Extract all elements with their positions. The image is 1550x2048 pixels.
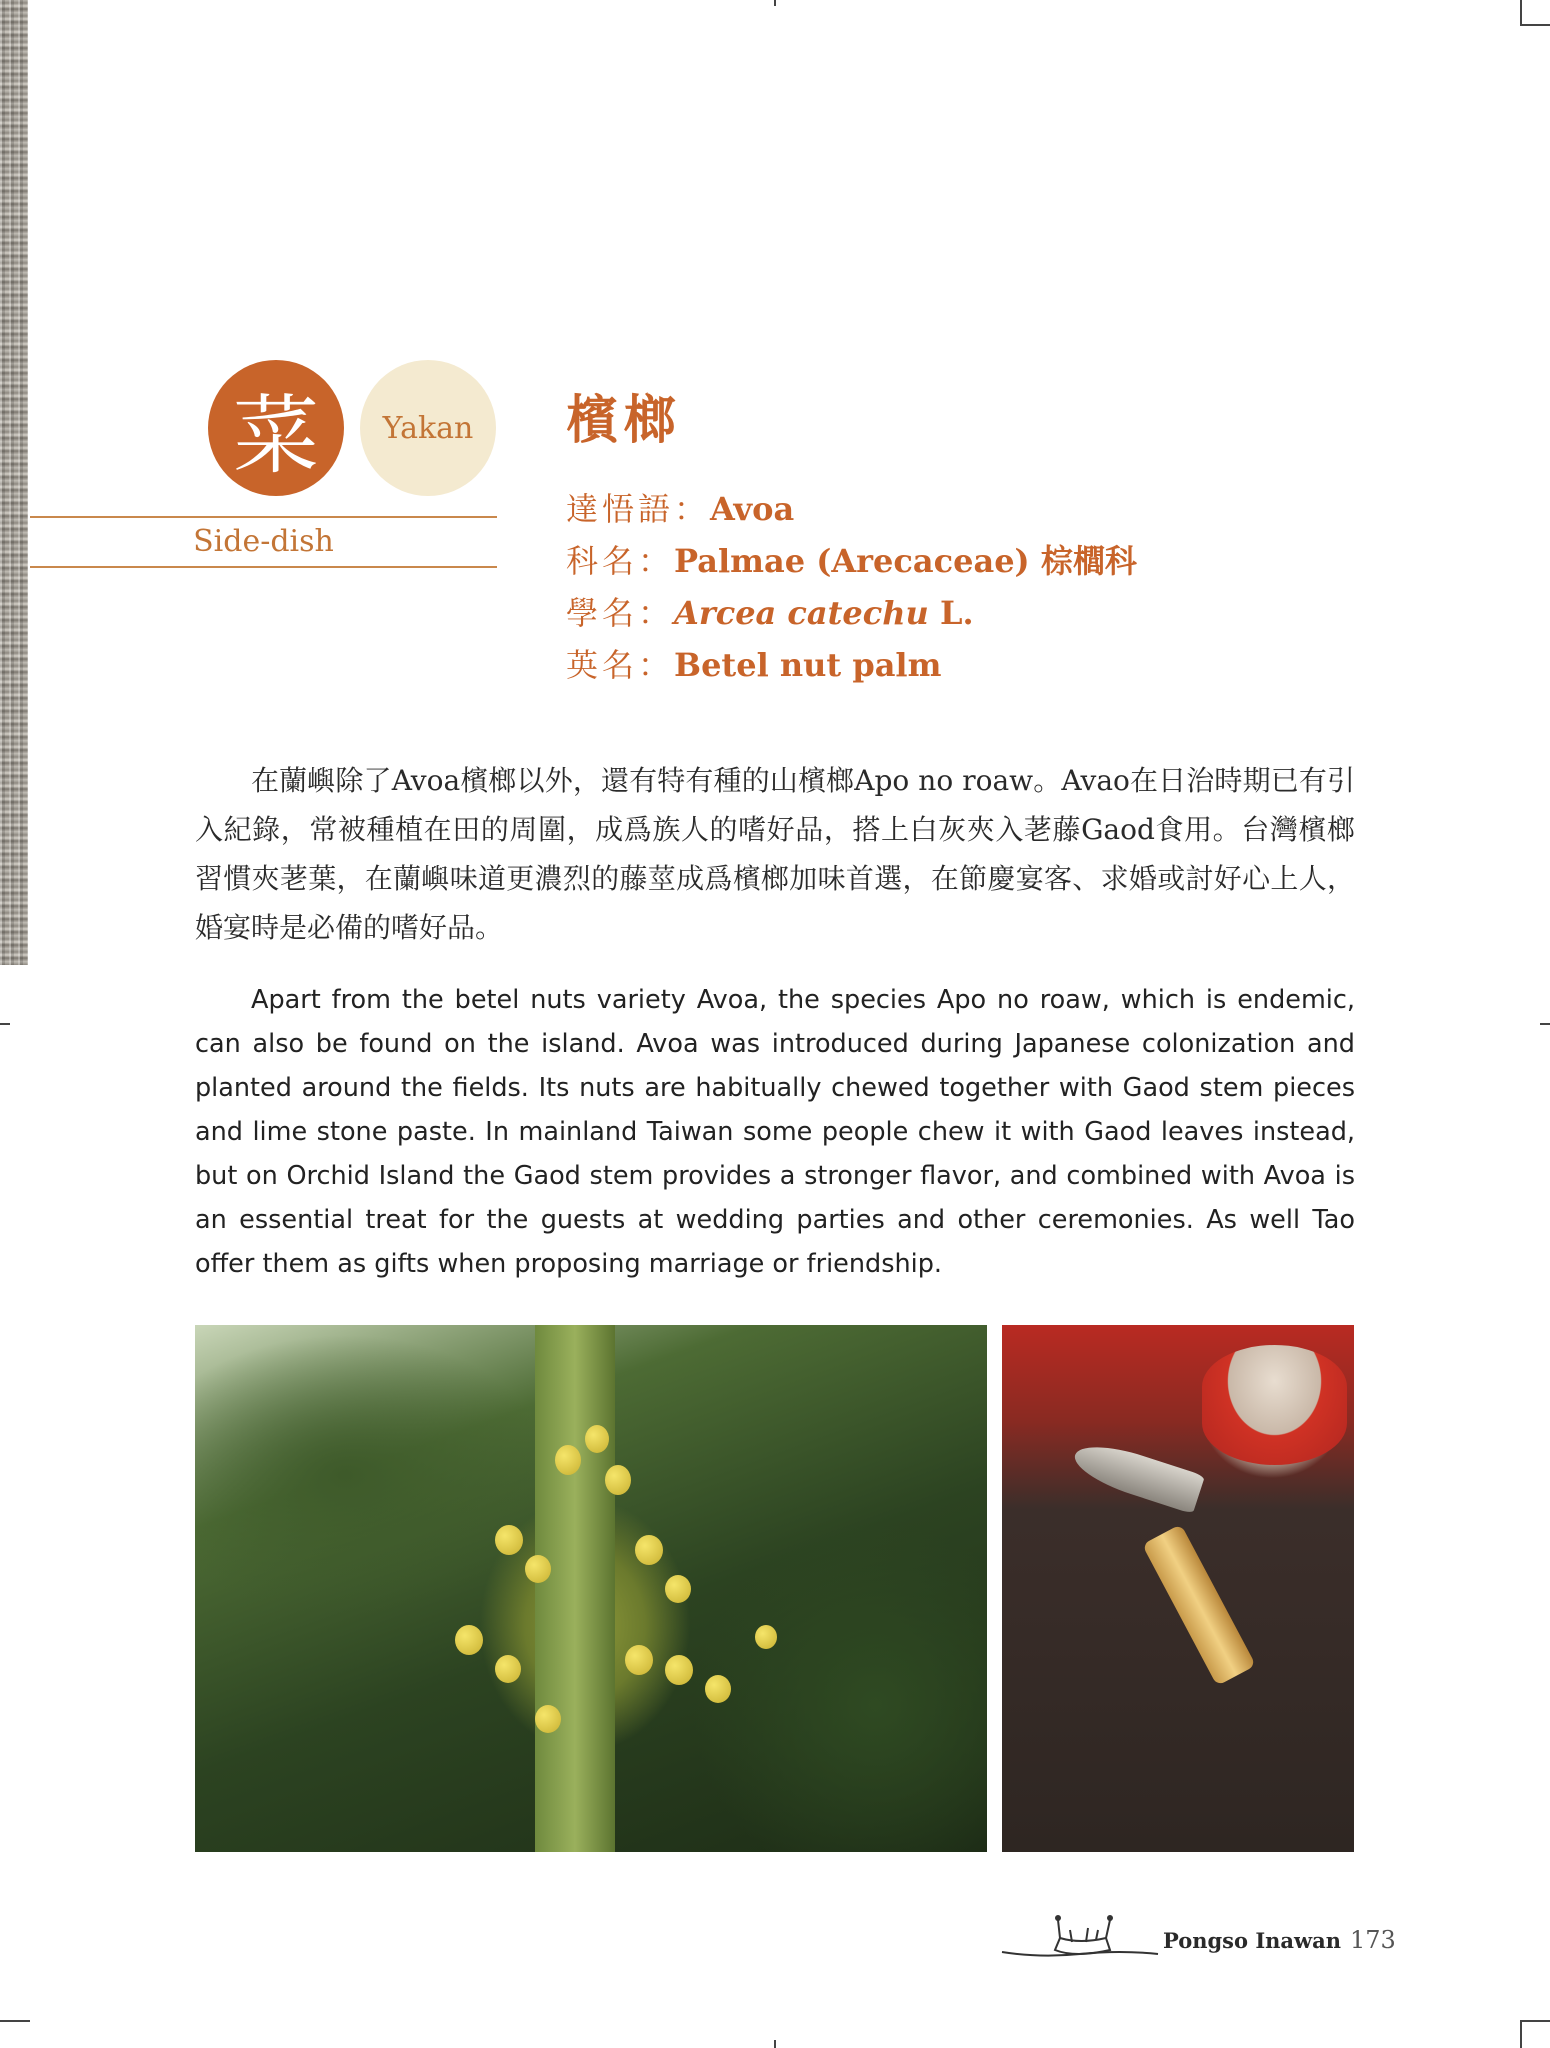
entry-row-tao-name	[566, 484, 794, 530]
crop-mark	[1520, 2020, 1522, 2048]
betel-nut	[665, 1575, 691, 1603]
crop-mark	[1520, 24, 1550, 26]
crop-mark	[1520, 2020, 1550, 2022]
category-character: 菜	[233, 386, 319, 486]
crop-mark	[0, 1023, 10, 1025]
crop-mark	[0, 2020, 30, 2022]
betel-nut	[635, 1535, 663, 1565]
english-paragraph: Apart from the betel nuts variety Avoa, the species Apo no roaw, which is endemic, can also be found on the island. Avoa was introduced during Japanese colonization and planted around the fields. Its nuts are habitually chewed together with Gaod stem pieces and lime stone paste. In mainland Taiwan some people chew it with Gaod leaves instead, but on Orchid Island the Gaod stem provides a stronger flavor, and combined with Avoa is an essential treat for the guests at wedding parties and other ceremonies. As well Tao offer them as gifts when proposing marriage or friendship.	[195, 985, 1355, 1279]
entry-row-value: Arcea catechu	[674, 594, 929, 632]
book-title: Pongso Inawan	[1163, 1928, 1341, 1953]
entry-row-value: Betel nut palm	[674, 646, 942, 684]
divider-top	[30, 516, 497, 518]
canoe-icon	[1000, 1908, 1160, 1968]
betel-chewing-kit-photo	[1002, 1325, 1354, 1852]
betel-nut	[455, 1625, 483, 1655]
entry-title: 檳榔	[566, 390, 683, 451]
betel-nut	[495, 1525, 523, 1555]
lime-paste-jar	[1202, 1345, 1347, 1465]
divider-bottom	[30, 566, 497, 568]
entry-row-scientific-name	[566, 588, 974, 634]
betel-nut	[755, 1625, 777, 1649]
betel-nut	[705, 1675, 731, 1703]
gaod-stem	[1142, 1524, 1256, 1686]
betel-nut	[495, 1655, 521, 1683]
entry-row-value-tail: L.	[928, 594, 974, 632]
entry-row-value: Avoa	[710, 490, 795, 528]
page-number: 173	[1350, 1926, 1396, 1954]
entry-row-english-name	[566, 640, 941, 686]
entry-row-value: Palmae (Arecaceae) 棕櫚科	[674, 542, 1137, 580]
entry-row-label: 科名：	[566, 542, 675, 580]
betel-nut	[555, 1445, 581, 1475]
betel-nut	[535, 1705, 561, 1733]
betel-nut	[525, 1555, 551, 1583]
crop-mark	[1540, 1023, 1550, 1025]
betel-nut	[605, 1465, 631, 1495]
side-photo-strip	[0, 0, 28, 965]
crop-mark	[774, 2040, 776, 2048]
betel-nut	[625, 1645, 653, 1675]
category-character-badge	[208, 360, 344, 496]
entry-row-family	[566, 536, 1137, 582]
entry-row-label: 達悟語：	[566, 490, 711, 528]
knife-blade	[1069, 1436, 1205, 1514]
crop-mark	[774, 0, 776, 6]
betel-nut	[665, 1655, 693, 1685]
betel-palm-photo	[195, 1325, 987, 1852]
betel-nut	[585, 1425, 609, 1453]
crop-mark	[1520, 0, 1522, 26]
category-label: Side-dish	[193, 524, 334, 559]
palm-trunk	[535, 1325, 615, 1852]
chinese-paragraph: 在蘭嶼除了Avoa檳榔以外，還有特有種的山檳榔Apo no roaw。Avao在日治時期已有引入紀錄，常被種植在田的周圍，成爲族人的嗜好品，搭上白灰夾入荖藤Gaod食用。台灣檳榔習慣夾荖葉，在蘭嶼味道更濃烈的藤莖成爲檳榔加味首選，在節慶宴客、求婚或討好心上人，婚宴時是必備的嗜好品。	[195, 764, 1355, 944]
entry-row-label: 英名：	[566, 646, 675, 684]
romanized-category-badge	[360, 360, 496, 496]
romanized-category: Yakan	[382, 410, 474, 446]
entry-row-label: 學名：	[566, 594, 675, 632]
